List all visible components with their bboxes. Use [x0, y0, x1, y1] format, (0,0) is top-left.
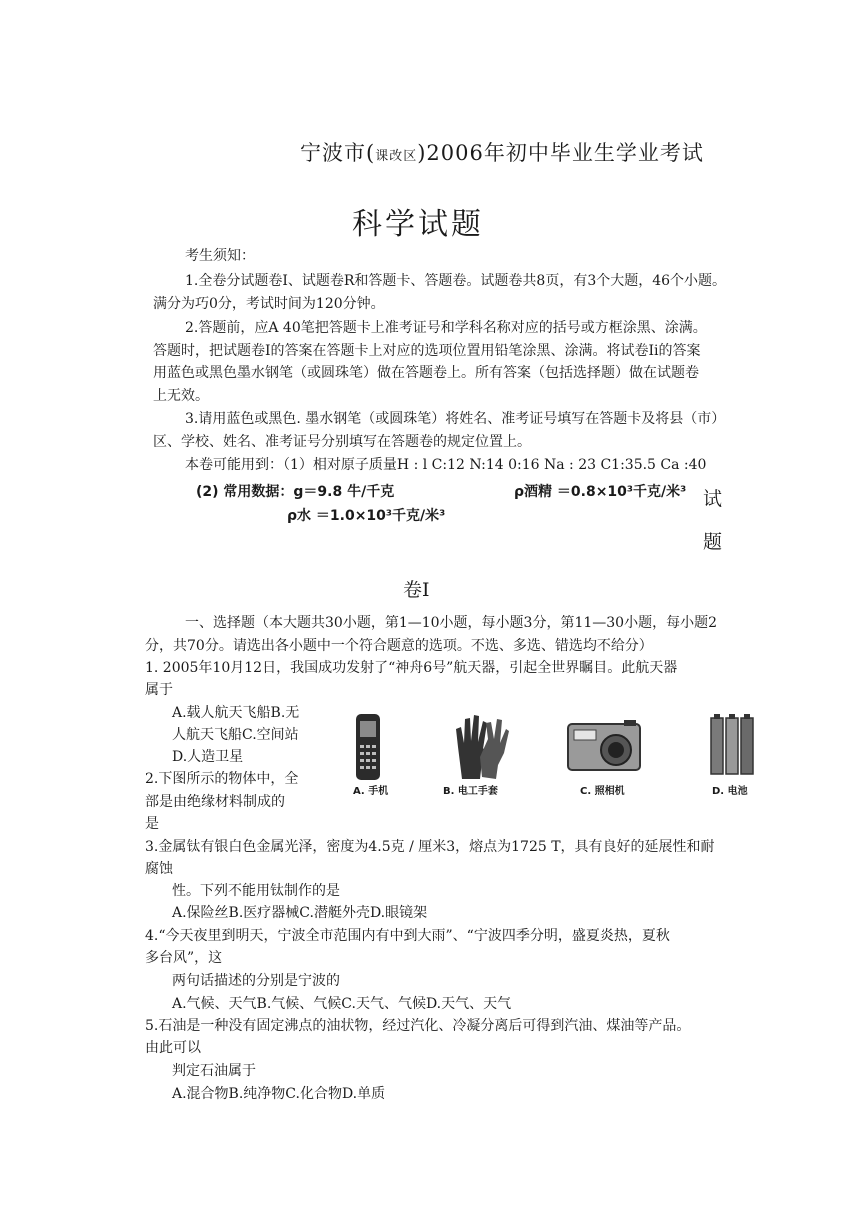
constant-gravity: (2) 常用数据：g＝9.8 牛/千克 — [196, 484, 395, 500]
q4-line2: 多台风”，这 — [145, 950, 223, 966]
image-label-gloves: B. 电工手套 — [443, 786, 498, 797]
q3-line3: 性。下列不能用钛制作的是 — [172, 883, 340, 899]
notice-item2-line1: 2.答题前，应A 40笔把答题卡上准考证号和学科名称对应的括号或方框涂黑、涂满。 — [185, 320, 707, 336]
notice-item1-line1: 1.全卷分试题卷I、试题卷R和答题卡、答题卷。试题卷共8页，有3个大题，46个小题。 — [185, 273, 727, 289]
section1-intro-line2: 分，共70分。请选出各小题中一个符合题意的选项。不选、多选、错选均不给分） — [145, 638, 653, 654]
q5-options: A.混合物B.纯净物C.化合物D.单质 — [172, 1086, 386, 1102]
q2-line2: 部是由绝缘材料制成的 — [145, 794, 285, 810]
notice-item3-line2: 区、学校、姓名、准考证号分别填写在答题卷的规定位置上。 — [153, 434, 531, 450]
q3-line1: 3.金属钛有银白色金属光泽，密度为4.5克 / 厘米3，熔点为1725 T，具有良好的延展性和耐 — [145, 839, 715, 855]
exam-title: 宁波市(课改区)2006年初中毕业生学业考试 — [300, 141, 704, 165]
notice-item3-line1: 3.请用蓝色或黑色. 墨水钢笔（或圆珠笔）将姓名、准考证号填写在答题卡及将县（市） — [185, 411, 726, 427]
image-label-camera: C. 照相机 — [580, 786, 625, 797]
section-title: 卷I — [403, 579, 430, 601]
section1-intro-line1: 一、选择题（本大题共30小题，第1—10小题，每小题3分，第11—30小题，每小题2 — [185, 615, 717, 631]
q4-line3: 两句话描述的分别是宁波的 — [172, 973, 340, 989]
q2-line3: 是 — [145, 816, 159, 832]
side-char-2: 题 — [703, 531, 723, 553]
constant-water-density: ρ水 ＝1.0×10³千克/米³ — [287, 508, 446, 524]
q5-line3: 判定石油属于 — [172, 1063, 256, 1079]
notice-item2-line2: 答题时，把试题卷I的答案在答题卡上对应的选项位置用铅笔涂黑、涂满。将试卷Ii的答案 — [153, 343, 701, 359]
image-label-phone: A. 手机 — [353, 786, 389, 797]
notice-item1-line2: 满分为巧0分，考试时间为120分钟。 — [153, 296, 385, 312]
q2-line1: 2.下图所示的物体中，全 — [145, 771, 299, 787]
battery-image — [709, 712, 755, 780]
q3-line2: 腐蚀 — [145, 861, 173, 877]
q1-line2: 属于 — [145, 682, 173, 698]
constant-alcohol-density: ρ酒精 ＝0.8×10³千克/米³ — [514, 484, 687, 500]
q3-options: A.保险丝B.医疗器械C.潜艇外壳D.眼镜架 — [172, 905, 428, 921]
q1-line1: 1. 2005年10月12日，我国成功发射了“神舟6号”航天器，引起全世界瞩目。此航天器 — [145, 660, 678, 676]
phone-image — [354, 713, 382, 785]
notice-heading: 考生须知： — [185, 248, 255, 264]
q5-line2: 由此可以 — [145, 1040, 201, 1056]
q5-line1: 5.石油是一种没有固定沸点的油状物，经过汽化、冷凝分离后可得到汽油、煤油等产品。 — [145, 1018, 691, 1034]
image-label-battery: D. 电池 — [712, 786, 748, 797]
notice-item2-line4: 上无效。 — [153, 388, 209, 404]
gloves-image — [452, 709, 510, 787]
notice-item2-line3: 用蓝色或黑色墨水钢笔（或圆珠笔）做在答题卷上。所有答案（包括选择题）做在试题卷 — [153, 365, 699, 381]
q1-option-line1: A.载人航天飞船B.无 — [172, 705, 300, 721]
q4-line1: 4.“今天夜里到明天，宁波全市范围内有中到大雨”、“宁波四季分明，盛夏炎热，夏秋 — [145, 928, 670, 944]
q4-options: A.气候、天气B.气候、气候C.天气、气候D.天气、天气 — [172, 996, 512, 1012]
q1-option-line2: 人航天飞船C.空间站 — [172, 727, 299, 743]
notice-data-line: 本卷可能用到：（1）相对原子质量H : l C:12 N:14 0:16 Na : 23 C1:35.5 Ca :40 — [185, 457, 707, 473]
side-char-1: 试 — [703, 488, 723, 510]
exam-subtitle: 科学试题 — [352, 207, 484, 242]
q1-option-line3: D.人造卫星 — [172, 749, 244, 765]
exam-title-small: 课改区 — [375, 149, 418, 164]
camera-image — [566, 718, 642, 778]
